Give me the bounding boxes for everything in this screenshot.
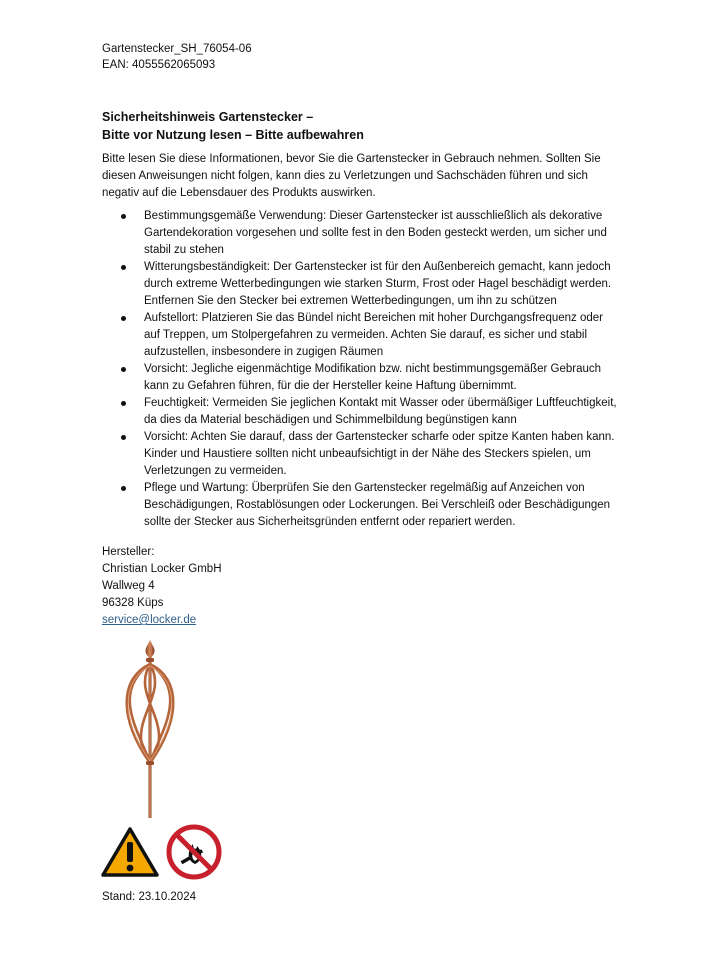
manufacturer-city: 96328 Küps	[102, 597, 164, 609]
ean-code: EAN: 4055562065093	[102, 59, 216, 71]
title-line-1: Sicherheitshinweis Gartenstecker –	[102, 110, 314, 124]
list-item-text: Vorsicht: Achten Sie darauf, dass der Gartenstecker scharfe oder spitze Kanten haben kann. Kinder und Haustiere sollten nicht unbeaufsichtigt in der Nähe des Steckers spielen, um Verletzungen zu vermeiden.	[144, 431, 615, 477]
list-item	[102, 259, 622, 310]
bullet-dot	[121, 214, 126, 219]
manufacturer-name: Christian Locker GmbH	[102, 563, 222, 575]
manufacturer-label: Hersteller:	[102, 546, 155, 558]
list-item	[102, 208, 622, 259]
document-date: Stand: 23.10.2024	[102, 891, 196, 903]
safety-instructions-list	[102, 208, 622, 531]
list-item-text: Bestimmungsgemäße Verwendung: Dieser Gartenstecker ist ausschließlich als dekorative Gartendekoration vorgesehen und sollte fest in den Boden gesteckt werden, um sicher und stabil zu stehen	[144, 210, 607, 256]
document-title	[102, 108, 364, 144]
warning-triangle-icon	[100, 826, 160, 878]
bullet-dot	[121, 367, 126, 372]
list-item	[102, 361, 622, 395]
list-item	[102, 395, 622, 429]
list-item	[102, 480, 622, 531]
list-item-text: Witterungsbeständigkeit: Der Gartenstecker ist für den Außenbereich gemacht, kann jedoch durch extreme Wetterbedingungen wie starken Sturm, Frost oder Hagel beschädigt werden. Entfernen Sie den Stecker bei extremen Wetterbedingungen, um ihn zu schützen	[144, 261, 612, 307]
list-item-text: Vorsicht: Jegliche eigenmächtige Modifikation bzw. nicht bestimmungsgemäßer Gebrauch kann zu Gefahren führen, für die der Hersteller keine Haftung übernimmt.	[144, 363, 602, 392]
list-item-text: Feuchtigkeit: Vermeiden Sie jeglichen Kontakt mit Wasser oder übermäßiger Luftfeuchtigkeit, da dies da Material beschädigen und Schimmelbildung begünstigen kann	[144, 397, 617, 426]
document-header	[102, 41, 252, 73]
bullet-dot	[121, 316, 126, 321]
bullet-dot	[121, 265, 126, 270]
list-item-text: Aufstellort: Platzieren Sie das Bündel nicht Bereichen mit hoher Durchgangsfrequenz oder auf Treppen, um Stolpergefahren zu vermeiden. Achten Sie darauf, es sicher und stabil aufzustellen, insbesondere in zugigen Räumen	[144, 312, 603, 358]
no-open-flame-icon	[166, 824, 222, 880]
list-item	[102, 310, 622, 361]
manufacturer-block	[102, 544, 222, 629]
list-item	[102, 429, 622, 480]
manufacturer-street: Wallweg 4	[102, 580, 155, 592]
bullet-dot	[121, 401, 126, 406]
manufacturer-email-link[interactable]: service@locker.de	[102, 614, 197, 626]
bullet-dot	[121, 435, 126, 440]
intro-paragraph: Bitte lesen Sie diese Informationen, bevor Sie die Gartenstecker in Gebrauch nehmen. Sollten Sie diesen Anweisungen nicht folgen, kann dies zu Verletzungen und Sachschäden führen und sich negativ auf die Lebensdauer des Produkts auswirken.	[102, 153, 601, 199]
list-item-text: Pflege und Wartung: Überprüfen Sie den Gartenstecker regelmäßig auf Anzeichen von Beschädigungen, Rostablösungen oder Lockerungen. Bei Verschleiß oder Beschädigungen sollte der Stecker aus Sicherheitsgründen entfernt oder repariert werden.	[144, 482, 611, 528]
garden-stake-product-image	[100, 638, 200, 818]
bullet-dot	[121, 486, 126, 491]
title-line-2: Bitte vor Nutzung lesen – Bitte aufbewahren	[102, 128, 364, 142]
product-code: Gartenstecker_SH_76054-06	[102, 43, 252, 55]
